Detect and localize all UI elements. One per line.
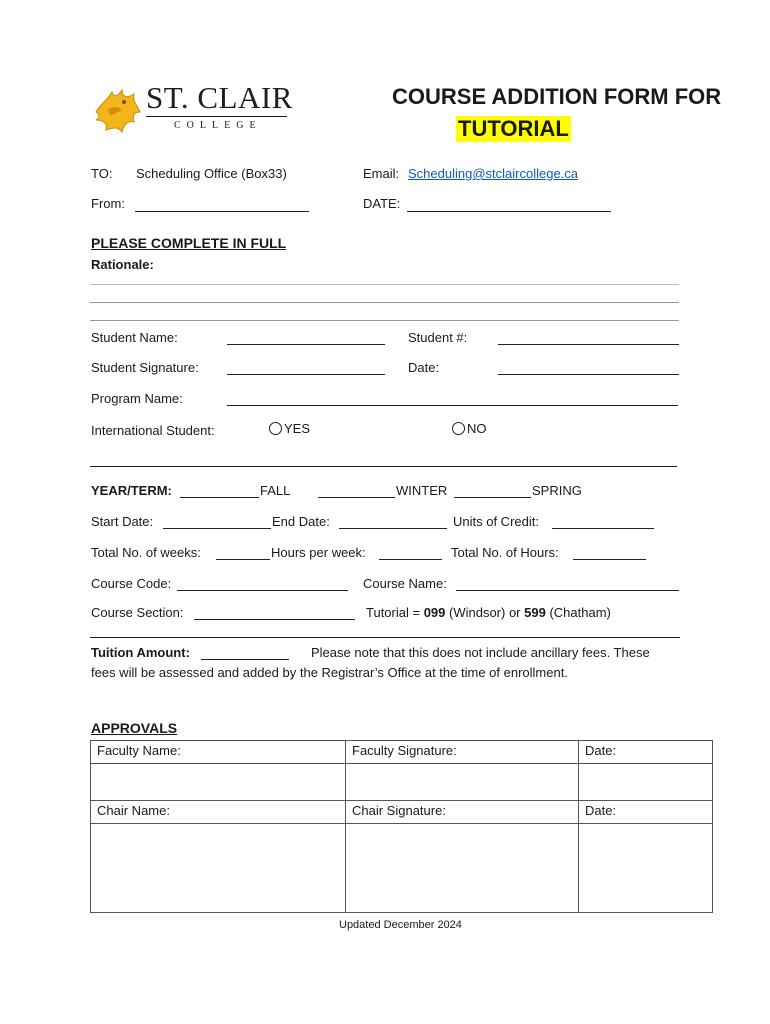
course-section-label: Course Section: bbox=[91, 605, 184, 620]
student-date-field[interactable] bbox=[498, 360, 679, 375]
date-label: DATE: bbox=[363, 196, 401, 211]
email-label: Email: bbox=[363, 166, 400, 181]
program-name-label: Program Name: bbox=[91, 391, 183, 406]
course-code-field[interactable] bbox=[177, 576, 348, 591]
faculty-signature-label: Faculty Signature: bbox=[346, 741, 579, 764]
start-date-label: Start Date: bbox=[91, 514, 154, 529]
tuition-amount-field[interactable] bbox=[201, 645, 289, 660]
chair-signature-cell[interactable] bbox=[346, 824, 579, 913]
chair-date-cell[interactable] bbox=[579, 824, 713, 913]
course-name-label: Course Name: bbox=[363, 576, 447, 591]
logo-subtitle: COLLEGE bbox=[174, 120, 262, 131]
section-divider-1 bbox=[90, 466, 677, 467]
fall-label: FALL bbox=[260, 483, 291, 498]
spring-label: SPRING bbox=[532, 483, 582, 498]
student-number-field[interactable] bbox=[498, 330, 679, 345]
program-name-field[interactable] bbox=[227, 391, 678, 406]
faculty-name-cell[interactable] bbox=[91, 764, 346, 801]
student-signature-field[interactable] bbox=[227, 360, 385, 375]
international-yes-option[interactable] bbox=[269, 421, 310, 436]
faculty-date-cell[interactable] bbox=[579, 764, 713, 801]
tuition-note-line2: fees will be assessed and added by the Registrar’s Office at the time of enrollment. bbox=[91, 665, 568, 680]
from-field[interactable] bbox=[135, 197, 309, 212]
hours-per-week-label: Hours per week: bbox=[271, 545, 366, 560]
fall-field[interactable] bbox=[180, 483, 259, 498]
date-field[interactable] bbox=[407, 197, 611, 212]
faculty-signature-cell[interactable] bbox=[346, 764, 579, 801]
section-divider-2 bbox=[90, 637, 680, 638]
chair-signature-label: Chair Signature: bbox=[346, 801, 579, 824]
end-date-label: End Date: bbox=[272, 514, 330, 529]
no-label: NO bbox=[467, 421, 487, 436]
spring-field[interactable] bbox=[454, 483, 531, 498]
total-hours-label: Total No. of Hours: bbox=[451, 545, 559, 560]
total-weeks-field[interactable] bbox=[216, 545, 270, 560]
approvals-table bbox=[90, 740, 713, 913]
rationale-line-1[interactable] bbox=[90, 284, 679, 285]
email-link[interactable]: Scheduling@stclaircollege.ca bbox=[408, 166, 579, 181]
yes-label: YES bbox=[284, 421, 311, 436]
form-subtitle-highlighted: TUTORIAL bbox=[458, 116, 569, 141]
hours-per-week-field[interactable] bbox=[379, 545, 442, 560]
radio-no-icon[interactable] bbox=[452, 422, 465, 435]
faculty-date-label: Date: bbox=[579, 741, 713, 764]
faculty-name-label: Faculty Name: bbox=[91, 741, 346, 764]
rationale-label: Rationale: bbox=[91, 257, 154, 272]
logo-name: ST. CLAIR bbox=[146, 80, 293, 115]
approvals-heading: APPROVALS bbox=[91, 720, 178, 736]
international-student-label: International Student: bbox=[91, 423, 215, 438]
units-of-credit-label: Units of Credit: bbox=[453, 514, 539, 529]
from-label: From: bbox=[91, 196, 125, 211]
griffin-emblem-icon bbox=[88, 82, 144, 138]
course-section-field[interactable] bbox=[194, 605, 355, 620]
form-title: COURSE ADDITION FORM FOR bbox=[392, 84, 722, 109]
start-date-field[interactable] bbox=[163, 514, 271, 529]
to-value: Scheduling Office (Box33) bbox=[136, 166, 287, 181]
student-date-label: Date: bbox=[408, 360, 440, 375]
chair-date-label: Date: bbox=[579, 801, 713, 824]
student-name-label: Student Name: bbox=[91, 330, 178, 345]
tuition-amount-label: Tuition Amount: bbox=[91, 645, 190, 660]
student-signature-label: Student Signature: bbox=[91, 360, 199, 375]
rationale-line-3[interactable] bbox=[90, 320, 679, 321]
total-weeks-label: Total No. of weeks: bbox=[91, 545, 201, 560]
college-logo bbox=[88, 78, 293, 138]
logo-divider bbox=[146, 116, 287, 117]
tuition-note-line1: Please note that this does not include ancillary fees. These bbox=[311, 645, 650, 660]
year-term-label: YEAR/TERM: bbox=[91, 483, 172, 498]
units-of-credit-field[interactable] bbox=[552, 514, 654, 529]
winter-field[interactable] bbox=[318, 483, 395, 498]
winter-label: WINTER bbox=[396, 483, 448, 498]
international-no-option[interactable] bbox=[452, 421, 487, 436]
tutorial-note: Tutorial = 099 (Windsor) or 599 (Chatham) bbox=[366, 605, 611, 620]
course-name-field[interactable] bbox=[456, 576, 679, 591]
student-number-label: Student #: bbox=[408, 330, 468, 345]
footer-updated: Updated December 2024 bbox=[339, 919, 462, 931]
end-date-field[interactable] bbox=[339, 514, 447, 529]
rationale-line-2[interactable] bbox=[90, 302, 679, 303]
to-label: TO: bbox=[91, 166, 113, 181]
student-name-field[interactable] bbox=[227, 330, 385, 345]
chair-name-cell[interactable] bbox=[91, 824, 346, 913]
radio-yes-icon[interactable] bbox=[269, 422, 282, 435]
total-hours-field[interactable] bbox=[573, 545, 646, 560]
course-code-label: Course Code: bbox=[91, 576, 172, 591]
chair-name-label: Chair Name: bbox=[91, 801, 346, 824]
complete-heading: PLEASE COMPLETE IN FULL bbox=[91, 235, 287, 251]
